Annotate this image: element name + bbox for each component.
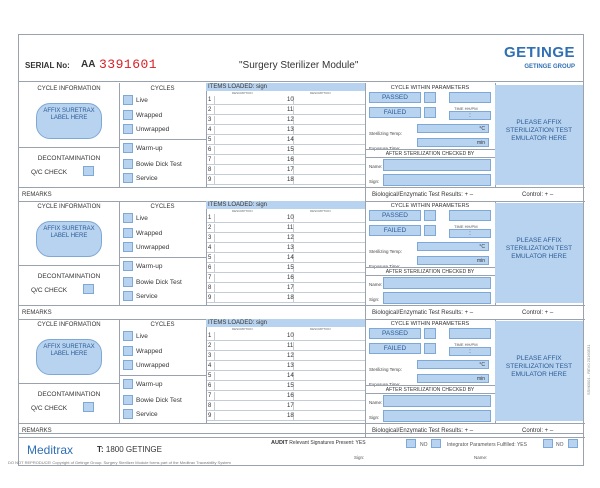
row-number: 12 (287, 235, 294, 241)
exposure-label: Exposure Time: (369, 382, 401, 387)
integrator-no-checkbox[interactable] (568, 439, 578, 448)
row-number: 9 (207, 176, 215, 185)
cycle-option-label: Warm-up (136, 381, 163, 388)
audit-name-label: Name: (474, 455, 488, 460)
description-header: DESCRIPTION (310, 209, 331, 213)
audit-no-label: NO (420, 442, 428, 448)
item-row[interactable] (286, 382, 365, 391)
audit-signatures (271, 440, 366, 446)
item-row[interactable] (286, 136, 365, 145)
item-row[interactable] (286, 214, 365, 223)
cycle-checkbox[interactable] (123, 110, 133, 120)
test-emulator-area: PLEASE AFFIX STERILIZATION TEST EMULATOR HERE (495, 85, 583, 185)
row-number: 14 (287, 137, 294, 143)
cycle-option-label: Unwrapped (136, 362, 170, 369)
cycle-section (19, 319, 585, 438)
description-header: DESCRIPTION (310, 91, 331, 95)
temp-label: Sterilizing Temp: (369, 249, 402, 254)
items-loaded-header: ITEMS LOADED: sign (206, 319, 365, 327)
qc-check-checkbox[interactable] (83, 166, 94, 176)
row-number: 1 (207, 332, 215, 341)
description-header: DESCRIPTION (232, 209, 253, 213)
cycle-checkbox[interactable] (123, 277, 133, 287)
audit-text: Relevant Signatures Present: YES (289, 440, 366, 446)
row-number: 2 (207, 224, 215, 233)
time-label: TIME HH/PM (454, 224, 478, 229)
row-number: 6 (207, 382, 215, 391)
cycle-option-label: Service (136, 293, 158, 300)
cycle-section (19, 83, 585, 202)
cycle-checkbox[interactable] (123, 173, 133, 183)
cycle-option-label: Service (136, 411, 158, 418)
row-number: 16 (287, 157, 294, 163)
cycle-option-label: Unwrapped (136, 244, 170, 251)
remarks-label: REMARKS (22, 428, 52, 434)
exposure-field[interactable]: min (417, 256, 489, 265)
item-row[interactable] (286, 372, 365, 381)
exposure-label: Exposure Time: (369, 264, 401, 269)
item-row[interactable] (207, 362, 286, 371)
row-number: 5 (207, 372, 215, 381)
row-number: 10 (287, 333, 294, 339)
cycle-within-parameters-title: CYCLE WITHIN PARAMETERS (390, 85, 470, 91)
cycle-checkbox[interactable] (123, 331, 133, 341)
passed-checkbox[interactable] (424, 210, 436, 221)
passed-checkbox[interactable] (424, 328, 436, 339)
item-row[interactable] (286, 254, 365, 263)
cycle-option-label: Wrapped (136, 112, 163, 119)
integrator-yes-checkbox[interactable] (543, 439, 553, 448)
row-number: 18 (287, 295, 294, 301)
copyright-notice: DO NOT REPRODUCE! Copyright of Getinge Group. Surgery Sterilizer Module forms part of the Meditrax Traceability System (8, 460, 231, 465)
cycle-section (19, 201, 585, 320)
cycle-option-label: Live (136, 215, 148, 222)
item-row[interactable] (207, 156, 286, 165)
cycles-title: CYCLES (150, 204, 175, 210)
cycle-checkbox[interactable] (123, 346, 133, 356)
control-results: Control: + – (522, 428, 554, 434)
sterilizer-form (18, 34, 584, 466)
item-row[interactable] (207, 352, 286, 361)
name-label: Name: (369, 400, 383, 405)
item-row[interactable] (286, 156, 365, 165)
sign-label: Sign: (369, 415, 380, 420)
qc-check-label: Q/C CHECK (31, 169, 68, 176)
remarks-bar (19, 187, 585, 202)
row-number: 4 (207, 362, 215, 371)
cycle-option-label: Service (136, 175, 158, 182)
cycle-checkbox[interactable] (123, 261, 133, 271)
item-row[interactable] (286, 352, 365, 361)
cycle-checkbox[interactable] (123, 242, 133, 252)
item-row[interactable] (286, 284, 365, 293)
item-row[interactable] (286, 166, 365, 175)
failed-box[interactable]: FAILED (369, 107, 421, 118)
sign-field[interactable] (383, 174, 491, 186)
cycle-option-label: Live (136, 333, 148, 340)
row-number: 16 (287, 393, 294, 399)
description-header: DESCRIPTION (232, 327, 253, 331)
sign-field[interactable] (383, 410, 491, 422)
row-number: 3 (207, 234, 215, 243)
passed-box[interactable]: PASSED (369, 210, 421, 221)
temp-label: Sterilizing Temp: (369, 131, 402, 136)
getinge-group-label: GETINGE GROUP (524, 64, 575, 70)
temp-field[interactable]: °C (417, 124, 489, 133)
item-row[interactable] (286, 176, 365, 185)
item-row[interactable] (286, 332, 365, 341)
audit-label: AUDIT (271, 440, 288, 446)
temp-label: Sterilizing Temp: (369, 367, 402, 372)
item-row[interactable] (207, 284, 286, 293)
divider (119, 257, 206, 258)
name-field[interactable] (383, 395, 491, 407)
item-row[interactable] (207, 224, 286, 233)
row-number: 11 (287, 343, 294, 349)
item-row[interactable] (207, 136, 286, 145)
row-number: 8 (207, 284, 215, 293)
row-number: 16 (287, 275, 294, 281)
row-number: 13 (287, 363, 294, 369)
row-number: 11 (287, 225, 294, 231)
cycle-checkbox[interactable] (123, 409, 133, 419)
item-row[interactable] (286, 274, 365, 283)
sign-label: Sign: (369, 179, 380, 184)
item-row[interactable] (207, 382, 286, 391)
serial-label: SERIAL No: (25, 61, 70, 70)
row-number: 5 (207, 136, 215, 145)
row-number: 2 (207, 342, 215, 351)
decontamination-label: DECONTAMINATION (37, 391, 101, 398)
item-row[interactable] (286, 294, 365, 303)
after-sterilization-header: AFTER STERILIZATION CHECKED BY (365, 385, 495, 394)
item-row[interactable] (286, 392, 365, 401)
column-divider (119, 83, 120, 187)
divider (119, 375, 206, 376)
failed-checkbox[interactable] (424, 225, 436, 236)
row-number: 11 (287, 107, 294, 113)
row-number: 3 (207, 116, 215, 125)
cycle-option-label: Warm-up (136, 263, 163, 270)
item-row[interactable] (286, 264, 365, 273)
divider (365, 188, 366, 202)
divider (19, 265, 119, 266)
cycle-option-label: Live (136, 97, 148, 104)
passed-box[interactable]: PASSED (369, 92, 421, 103)
bio-test-results: Biological/Enzymatic Test Results: + – (372, 310, 474, 316)
serial-number: 3391601 (99, 57, 158, 72)
row-number: 10 (287, 215, 294, 221)
cycle-info-title: CYCLE INFORMATION (37, 86, 101, 92)
qc-check-label: Q/C CHECK (31, 405, 68, 412)
row-number: 12 (287, 353, 294, 359)
row-number: 18 (287, 177, 294, 183)
item-row[interactable] (207, 244, 286, 253)
row-number: 13 (287, 245, 294, 251)
integrator-text: Integrator Parameters Fulfilled: YES (447, 442, 527, 448)
sign-label: Sign: (369, 297, 380, 302)
phone-prefix: T: (97, 445, 104, 454)
description-header: DESCRIPTION (232, 91, 253, 95)
cycle-checkbox[interactable] (123, 291, 133, 301)
affix-label-area: AFFIX SURETRAX LABEL HERE (36, 339, 102, 375)
item-row[interactable] (207, 264, 286, 273)
cycle-checkbox[interactable] (123, 379, 133, 389)
row-number: 6 (207, 146, 215, 155)
time-entry[interactable]: : (449, 229, 491, 238)
item-row[interactable] (286, 116, 365, 125)
failed-box[interactable]: FAILED (369, 225, 421, 236)
exposure-field[interactable]: min (417, 374, 489, 383)
after-sterilization-header: AFTER STERILIZATION CHECKED BY (365, 149, 495, 158)
qc-check-checkbox[interactable] (83, 284, 94, 294)
column-divider (119, 201, 120, 305)
item-row[interactable] (207, 294, 286, 303)
row-number: 7 (207, 274, 215, 283)
row-number: 9 (207, 412, 215, 421)
item-row[interactable] (286, 106, 365, 115)
row-number: 15 (287, 265, 294, 271)
item-row[interactable] (286, 96, 365, 105)
cycle-option-label: Warm-up (136, 145, 163, 152)
exposure-field[interactable]: min (417, 138, 489, 147)
row-number: 7 (207, 156, 215, 165)
qc-check-label: Q/C CHECK (31, 287, 68, 294)
form-header (19, 35, 583, 82)
cycle-checkbox[interactable] (123, 228, 133, 238)
column-divider (365, 319, 366, 423)
item-row[interactable] (207, 234, 286, 243)
item-row[interactable] (286, 234, 365, 243)
item-row[interactable] (207, 372, 286, 381)
cycle-within-parameters-title: CYCLE WITHIN PARAMETERS (390, 203, 470, 209)
item-row[interactable] (207, 126, 286, 135)
item-row[interactable] (207, 342, 286, 351)
sign-field[interactable] (383, 292, 491, 304)
description-header: DESCRIPTION (310, 327, 331, 331)
item-row[interactable] (207, 106, 286, 115)
row-number: 8 (207, 166, 215, 175)
time-entry[interactable]: : (449, 111, 491, 120)
phone-number (97, 445, 162, 454)
control-results: Control: + – (522, 192, 554, 198)
name-field[interactable] (383, 159, 491, 171)
item-row[interactable] (207, 412, 286, 421)
form-code: SSM0001 - REV0 20160531 (586, 344, 591, 395)
time-field[interactable] (449, 210, 491, 221)
row-number: 8 (207, 402, 215, 411)
item-row[interactable] (207, 176, 286, 185)
item-row[interactable] (286, 362, 365, 371)
item-row[interactable] (207, 116, 286, 125)
failed-box[interactable]: FAILED (369, 343, 421, 354)
item-row[interactable] (286, 224, 365, 233)
qc-check-checkbox[interactable] (83, 402, 94, 412)
cycle-checkbox[interactable] (123, 159, 133, 169)
name-field[interactable] (383, 277, 491, 289)
affix-label-area: AFFIX SURETRAX LABEL HERE (36, 103, 102, 139)
divider (365, 306, 366, 320)
row-number: 4 (207, 244, 215, 253)
item-row[interactable] (207, 274, 286, 283)
getinge-logo: GETINGE (503, 44, 575, 61)
row-number: 15 (287, 147, 294, 153)
row-number: 4 (207, 126, 215, 135)
audit-no-checkbox[interactable] (431, 439, 441, 448)
passed-box[interactable]: PASSED (369, 328, 421, 339)
cycle-option-label: Wrapped (136, 348, 163, 355)
test-emulator-area: PLEASE AFFIX STERILIZATION TEST EMULATOR HERE (495, 321, 583, 421)
row-number: 9 (207, 294, 215, 303)
after-sterilization-header: AFTER STERILIZATION CHECKED BY (365, 267, 495, 276)
test-emulator-area: PLEASE AFFIX STERILIZATION TEST EMULATOR HERE (495, 203, 583, 303)
cycle-checkbox[interactable] (123, 95, 133, 105)
item-row[interactable] (207, 166, 286, 175)
cycles-title: CYCLES (150, 322, 175, 328)
items-loaded-header: ITEMS LOADED: sign (206, 201, 365, 209)
row-number: 1 (207, 214, 215, 223)
time-field[interactable] (449, 328, 491, 339)
row-number: 14 (287, 255, 294, 261)
form-title: "Surgery Sterilizer Module" (239, 60, 359, 71)
name-label: Name: (369, 164, 383, 169)
cycle-info-title: CYCLE INFORMATION (37, 204, 101, 210)
bio-test-results: Biological/Enzymatic Test Results: + – (372, 192, 474, 198)
item-row[interactable] (207, 254, 286, 263)
cycle-info-title: CYCLE INFORMATION (37, 322, 101, 328)
item-row[interactable] (286, 342, 365, 351)
decontamination-label: DECONTAMINATION (37, 155, 101, 162)
item-row[interactable] (286, 402, 365, 411)
exposure-label: Exposure Time: (369, 146, 401, 151)
item-row[interactable] (286, 412, 365, 421)
cycle-within-parameters-title: CYCLE WITHIN PARAMETERS (390, 321, 470, 327)
row-number: 6 (207, 264, 215, 273)
row-number: 1 (207, 96, 215, 105)
row-number: 17 (287, 285, 294, 291)
item-row[interactable] (207, 96, 286, 105)
row-number: 7 (207, 392, 215, 401)
item-row[interactable] (286, 146, 365, 155)
cycles-title: CYCLES (150, 86, 175, 92)
cycle-checkbox[interactable] (123, 143, 133, 153)
remarks-bar (19, 305, 585, 320)
name-label: Name: (369, 282, 383, 287)
row-number: 18 (287, 413, 294, 419)
time-field[interactable] (449, 92, 491, 103)
cycle-option-label: Unwrapped (136, 126, 170, 133)
row-number: 10 (287, 97, 294, 103)
temp-field[interactable]: °C (417, 360, 489, 369)
items-loaded-header: ITEMS LOADED: sign (206, 83, 365, 91)
time-label: TIME HH/PM (454, 342, 478, 347)
passed-checkbox[interactable] (424, 92, 436, 103)
cycle-checkbox[interactable] (123, 213, 133, 223)
affix-label-area: AFFIX SURETRAX LABEL HERE (36, 221, 102, 257)
row-number: 5 (207, 254, 215, 263)
cycle-checkbox[interactable] (123, 395, 133, 405)
cycle-checkbox[interactable] (123, 124, 133, 134)
divider (19, 147, 119, 148)
cycle-option-label: Bowie Dick Test (136, 397, 182, 404)
column-divider (365, 201, 366, 305)
decontamination-label: DECONTAMINATION (37, 273, 101, 280)
remarks-label: REMARKS (22, 310, 52, 316)
row-number: 13 (287, 127, 294, 133)
row-number: 17 (287, 167, 294, 173)
time-label: TIME HH/PM (454, 106, 478, 111)
row-number: 15 (287, 383, 294, 389)
item-row[interactable] (207, 332, 286, 341)
phone-value: 1800 GETINGE (105, 445, 162, 454)
column-divider (365, 83, 366, 187)
control-results: Control: + – (522, 310, 554, 316)
temp-field[interactable]: °C (417, 242, 489, 251)
cycle-checkbox[interactable] (123, 360, 133, 370)
cycle-option-label: Bowie Dick Test (136, 279, 182, 286)
item-row[interactable] (207, 392, 286, 401)
item-row[interactable] (207, 146, 286, 155)
row-number: 2 (207, 106, 215, 115)
divider (119, 139, 206, 140)
serial-prefix: AA (81, 59, 96, 70)
item-row[interactable] (207, 214, 286, 223)
divider (19, 383, 119, 384)
audit-sign-label: Sign: (354, 455, 365, 460)
item-row[interactable] (286, 244, 365, 253)
audit-yes-checkbox[interactable] (406, 439, 416, 448)
failed-checkbox[interactable] (424, 107, 436, 118)
cycle-option-label: Wrapped (136, 230, 163, 237)
integrator-no-label: NO (556, 442, 564, 448)
time-entry[interactable]: : (449, 347, 491, 356)
row-number: 14 (287, 373, 294, 379)
failed-checkbox[interactable] (424, 343, 436, 354)
column-divider (119, 319, 120, 423)
remarks-label: REMARKS (22, 192, 52, 198)
meditrax-logo: Meditrax (27, 443, 74, 457)
cycle-option-label: Bowie Dick Test (136, 161, 182, 168)
row-number: 12 (287, 117, 294, 123)
row-number: 3 (207, 352, 215, 361)
item-row[interactable] (207, 402, 286, 411)
bio-test-results: Biological/Enzymatic Test Results: + – (372, 428, 474, 434)
row-number: 17 (287, 403, 294, 409)
item-row[interactable] (286, 126, 365, 135)
